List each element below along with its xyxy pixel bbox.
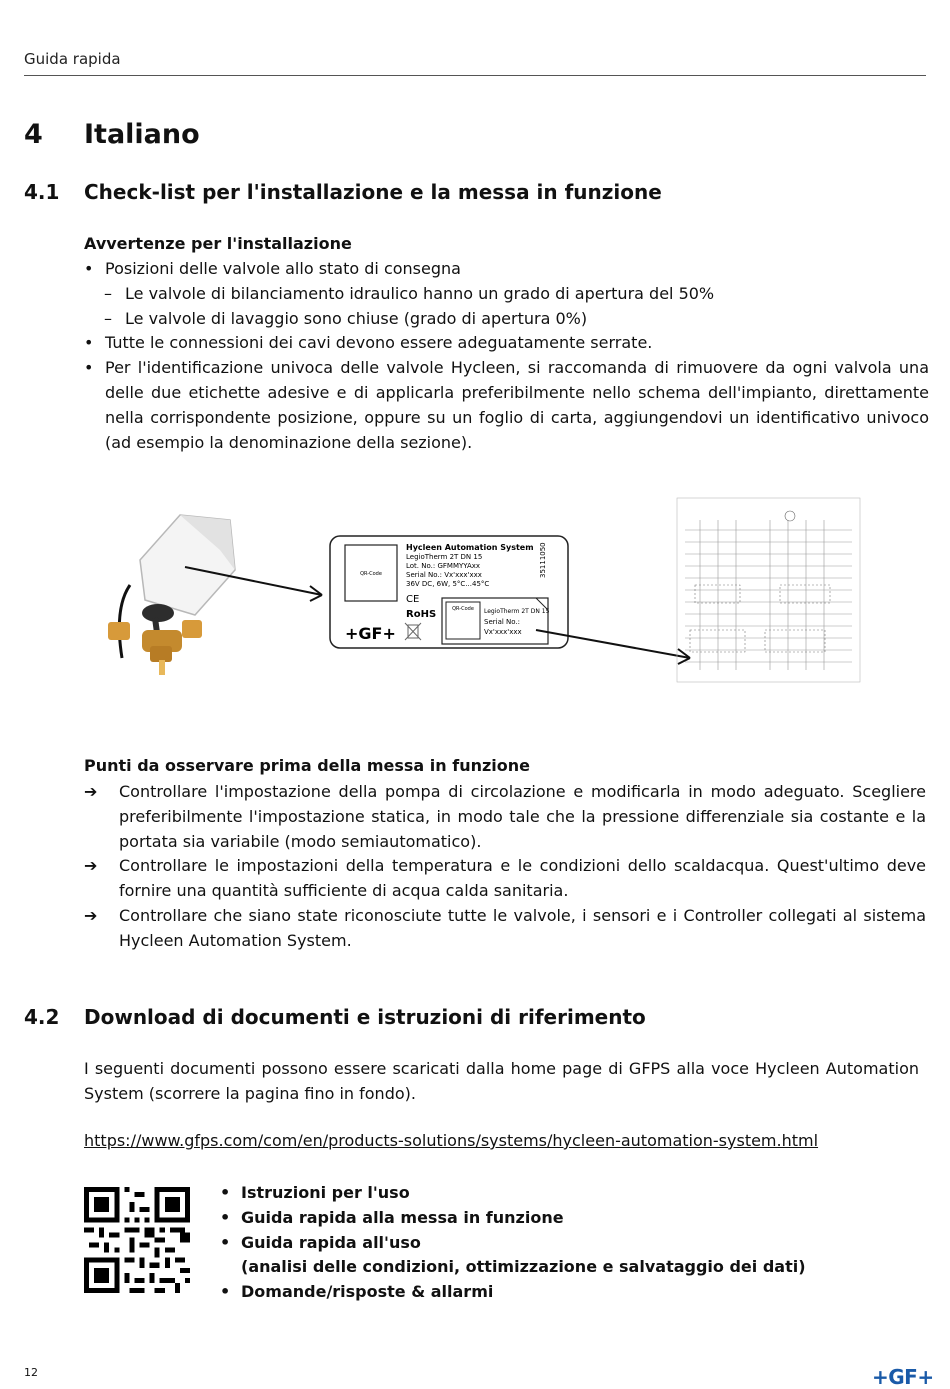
download-intro: I seguenti documenti possono essere scaricati dalla home page di GFPS alla voce Hycleen Automation System (scorrere la pagina fino in fondo). (84, 1059, 919, 1103)
list-item: • Guida rapida alla messa in funzione (220, 1206, 806, 1231)
running-header: Guida rapida (24, 50, 121, 68)
list-item (84, 904, 926, 954)
system-schematic (677, 498, 860, 682)
label-specs: 36V DC, 6W, 5°C...45°C (406, 580, 490, 588)
header-divider (24, 75, 926, 76)
commissioning-heading: Punti da osservare prima della messa in funzione (84, 756, 531, 775)
label-brand: +GF+ (345, 624, 396, 643)
sticker-model: LegioTherm 2T DN 15 (484, 608, 550, 615)
documents-list (220, 1181, 806, 1305)
list-item-text: Controllare che siano state riconosciute tutte le valvole, i sensori e i Controller collegati al sistema Hycleen Automation System. (119, 905, 926, 950)
ce-mark: CE (406, 594, 420, 605)
section-number: 4 (24, 119, 43, 150)
download-link[interactable]: https://www.gfps.com/com/en/products-solutions/systems/hycleen-automation-system.html (84, 1131, 819, 1150)
list-item: • Domande/risposte & allarmi (220, 1280, 806, 1305)
list-item: • Per l'identificazione univoca delle valvole Hycleen, si raccomanda di rimuovere da ogni valvola una delle due etichette adesive e di applicarla preferibilmente nello schema dell'impianto, direttamente nella corrispondente posizione, oppure su un foglio di carta, aggiungendovi un identificativo univoco (ad esempio la denominazione della sezione). (84, 356, 929, 455)
label-system: Hycleen Automation System (406, 543, 534, 552)
list-item: • Istruzioni per l'uso (220, 1181, 806, 1206)
list-item: • Tutte le connessioni dei cavi devono essere adeguatamente serrate. (84, 331, 929, 356)
page-number: 12 (24, 1366, 38, 1379)
qr-code[interactable] (84, 1187, 190, 1293)
commissioning-list (84, 780, 926, 954)
list-item-text: Controllare l'impostazione della pompa di circolazione e modificarla in modo adeguato. Scegliere preferibilmente l'impostazione statica, in modo tale che la pressione differenziale sia costante e la portata sia variabile (modo semiautomatico). (119, 782, 926, 851)
list-item-text: Controllare le impostazioni della temperatura e le condizioni dello scaldacqua. Quest'ultimo deve fornire una quantità sufficiente di acqua calda sanitaria. (119, 856, 926, 901)
sticker (442, 598, 550, 644)
section-title: Italiano (84, 119, 200, 150)
arrow-right-icon: ➔ (84, 782, 98, 801)
label-qr-text: QR-Code (360, 571, 382, 577)
label-code: 35111050 (539, 542, 547, 578)
installation-list (84, 257, 929, 455)
subsection-number: 4.2 (24, 1005, 60, 1029)
list-item (84, 854, 926, 904)
sticker-serial-label: Serial No.: (484, 618, 521, 626)
label-model: LegioTherm 2T DN 15 (406, 553, 483, 561)
list-item: • Guida rapida all'uso (220, 1231, 806, 1256)
arrow-right-icon: ➔ (84, 905, 98, 925)
label-lot: Lot. No.: GFMMYYAxx (406, 562, 481, 570)
list-item (84, 780, 926, 854)
rohs-mark: RoHS (406, 609, 437, 620)
subsection-title: Check-list per l'installazione e la messa in funzione (84, 180, 662, 204)
gf-logo: +GF+ (872, 1365, 934, 1389)
product-label (330, 536, 568, 648)
valve-image (108, 515, 235, 675)
sticker-serial: Vx'xxx'xxx (484, 628, 522, 636)
installation-heading: Avvertenze per l'installazione (84, 234, 352, 253)
arrow-right-icon: ➔ (84, 856, 98, 876)
list-item: • Posizioni delle valvole allo stato di consegna (84, 257, 929, 282)
list-item: – Le valvole di bilanciamento idraulico hanno un grado di apertura del 50% (84, 282, 929, 307)
installation-illustration (100, 490, 870, 690)
list-item: – Le valvole di lavaggio sono chiuse (grado di apertura 0%) (84, 307, 929, 332)
list-item: (analisi delle condizioni, ottimizzazione e salvataggio dei dati) (241, 1257, 806, 1277)
subsection-title: Download di documenti e istruzioni di riferimento (84, 1005, 646, 1029)
sticker-qr-text: QR-Code (452, 606, 474, 612)
label-serial: Serial No.: Vx'xxx'xxx (406, 571, 482, 579)
subsection-number: 4.1 (24, 180, 60, 204)
